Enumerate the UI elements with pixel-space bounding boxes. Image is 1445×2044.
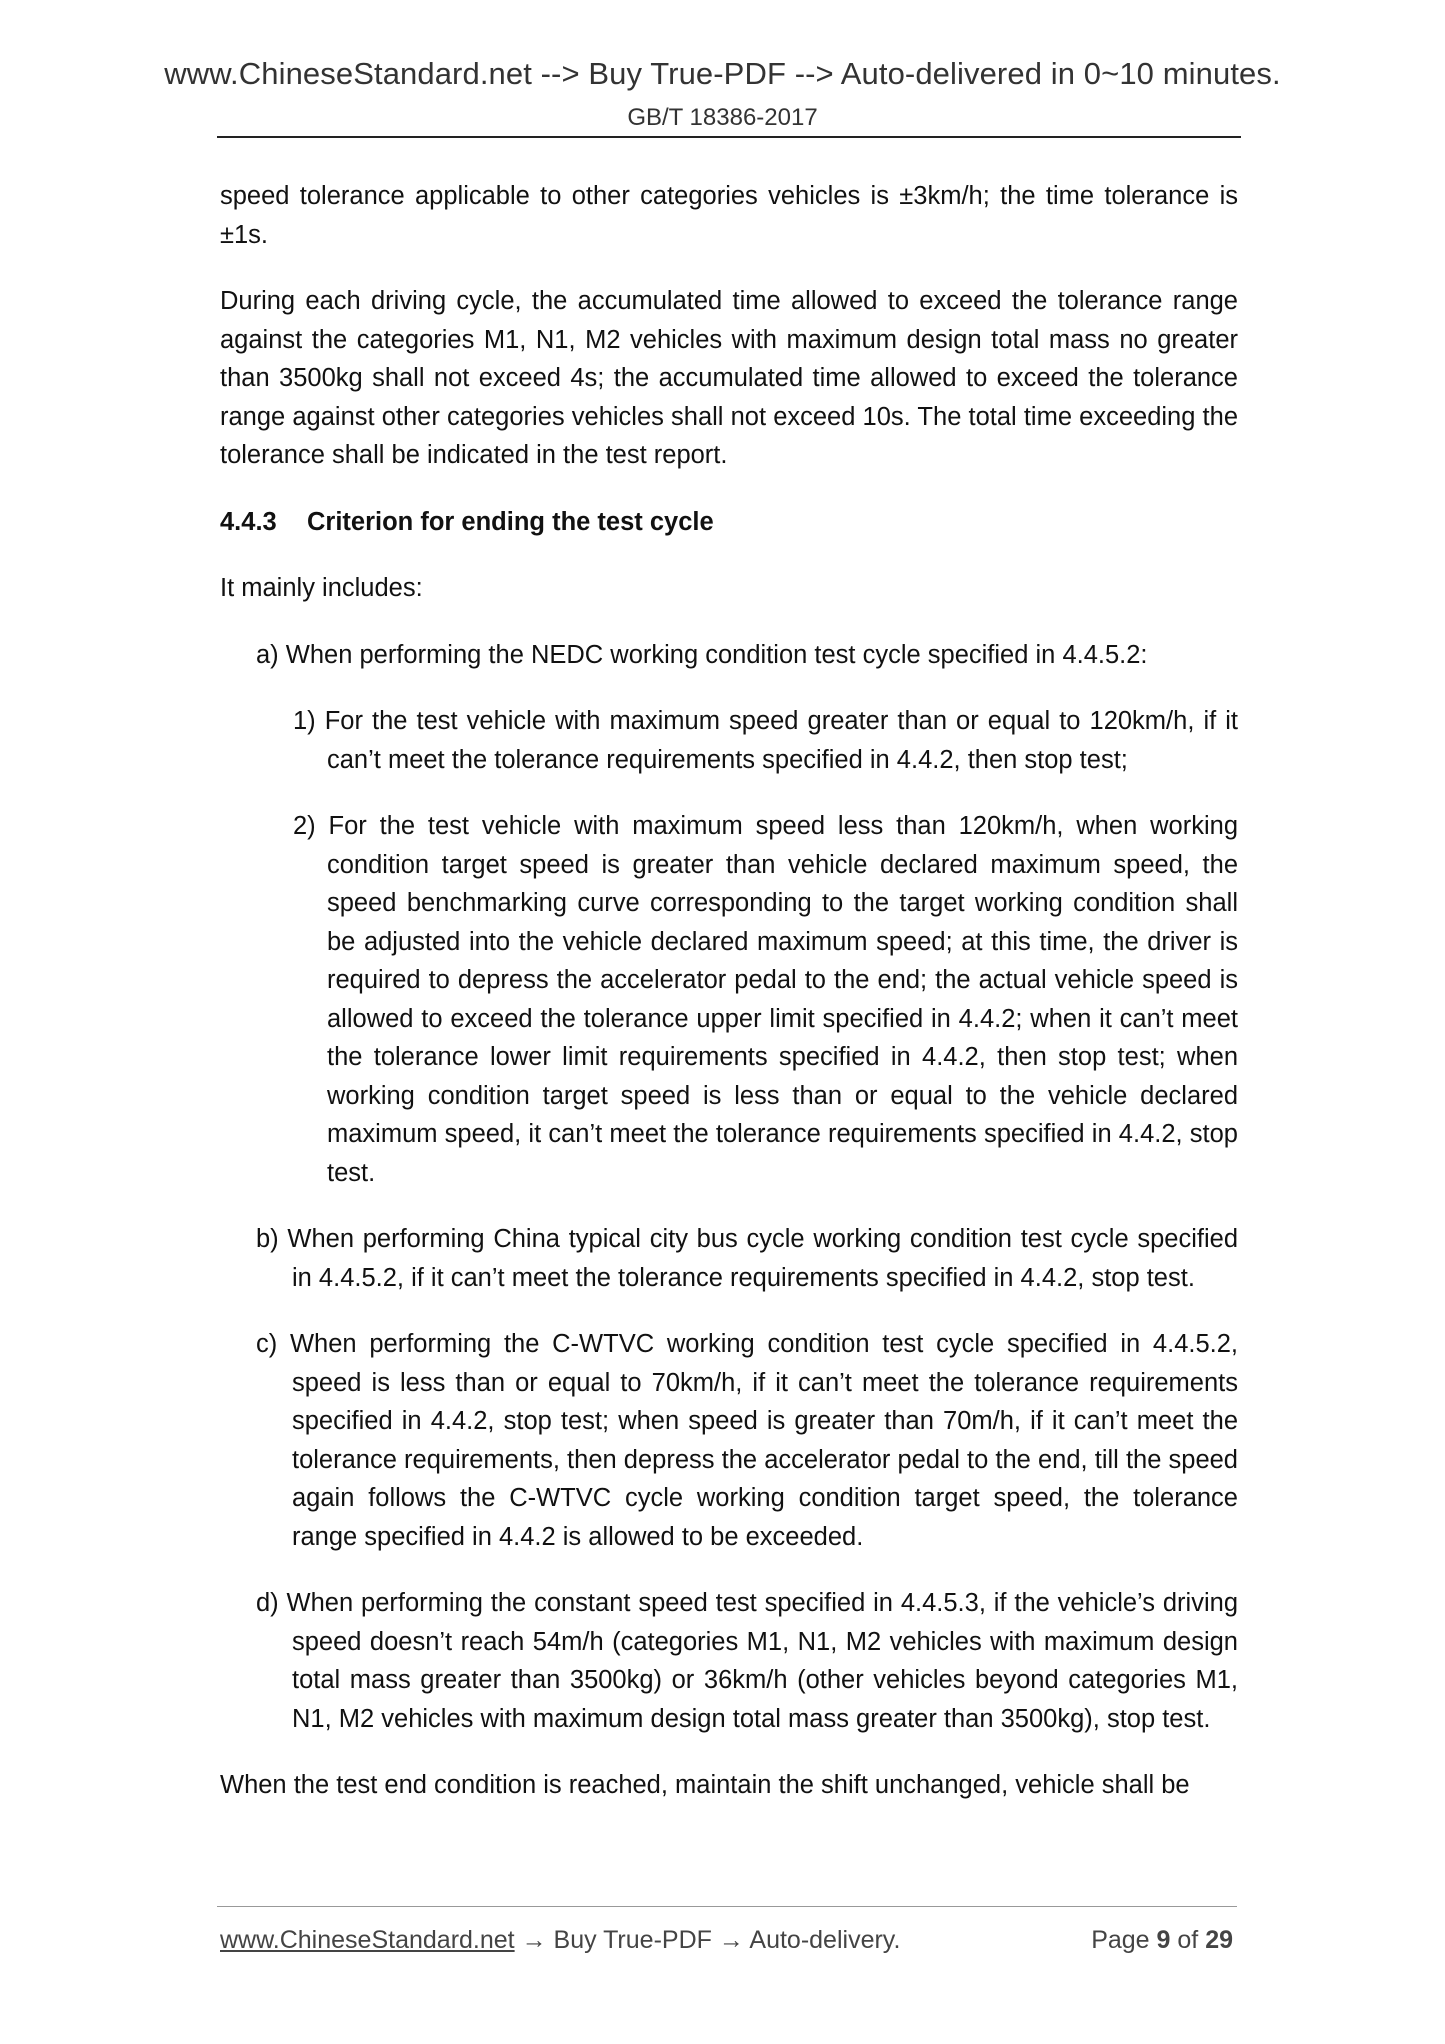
list-item-a-2: 2) For the test vehicle with maximum speed less than 120km/h, when working condition target speed is greater than vehicle declared maximum speed, the speed benchmarking curve corresponding to the target working condition shall be adjusted into the vehicle declared maximum speed; at this time, the driver is required to depress the accelerator pedal to the end; the actual vehicle speed is allowed to exceed the tolerance upper limit specified in 4.4.2; when it can’t meet the tolerance lower limit requirements specified in 4.4.2, then stop test; when working condition target speed is less than or equal to the vehicle declared maximum speed, it can’t meet the tolerance requirements specified in 4.4.2, stop test. — [293, 812, 1238, 1187]
list-item-c: c) When performing the C-WTVC working condition test cycle specified in 4.4.5.2, speed is less than or equal to 70km/h, if it can’t meet the tolerance requirements specified in 4.4.2, stop test; when speed is greater than 70m/h, if it can’t meet the tolerance requirements, then depress the accelerator pedal to the end, till the speed again follows the C-WTVC cycle working condition target speed, the tolerance range specified in 4.4.2 is allowed to be exceeded. — [256, 1330, 1238, 1551]
page-indicator — [1091, 1926, 1233, 1955]
page-body — [220, 177, 1238, 1833]
paragraph-end-condition: When the test end condition is reached, maintain the shift unchanged, vehicle shall be — [220, 1771, 1190, 1799]
standard-number: GB/T 18386-2017 — [627, 104, 818, 131]
page-word: Page — [1091, 1926, 1157, 1954]
site-link[interactable]: www.ChineseStandard.net — [220, 1926, 515, 1954]
list-item-a: a) When performing the NEDC working condition test cycle specified in 4.4.5.2: — [256, 640, 1148, 669]
paragraph-intro: It mainly includes: — [220, 574, 423, 602]
total-pages: 29 — [1205, 1926, 1233, 1954]
page-footer — [220, 1926, 1233, 1955]
header-title: www.ChineseStandard.net --> Buy True-PDF --> Auto-delivered in 0~10 minutes. — [164, 56, 1281, 91]
current-page: 9 — [1156, 1926, 1171, 1954]
footer-tagline: → Buy True-PDF → Auto-delivery. — [514, 1926, 901, 1954]
list-item-a-1: 1) For the test vehicle with maximum speed greater than or equal to 120km/h, if it can’t meet the tolerance requirements specified in 4.4.2, then stop test; — [293, 707, 1238, 774]
section-number: 4.4.3 — [220, 507, 277, 536]
list-item-d: d) When performing the constant speed test specified in 4.4.5.3, if the vehicle’s driving speed doesn’t reach 54m/h (categories M1, N1, M2 vehicles with maximum design total mass greater than 3500kg) or 36km/h (other vehicles beyond categories M1, N1, M2 vehicles with maximum design total mass greater than 3500kg), stop test. — [256, 1589, 1238, 1733]
footer-left — [220, 1926, 900, 1955]
footer-divider — [217, 1906, 1237, 1907]
paragraph-accumulated-time: During each driving cycle, the accumulated time allowed to exceed the tolerance range against the categories M1, N1, M2 vehicles with maximum design total mass no greater than 3500kg shall not exceed 4s; the accumulated time allowed to exceed the tolerance range against other categories vehicles shall not exceed 10s. The total time exceeding the tolerance shall be indicated in the test report. — [220, 287, 1238, 469]
section-heading — [220, 503, 1238, 542]
of-word: of — [1170, 1926, 1206, 1954]
list-item-b: b) When performing China typical city bus cycle working condition test cycle specified in 4.4.5.2, if it can’t meet the tolerance requirements specified in 4.4.2, stop test. — [256, 1225, 1238, 1292]
section-title: Criterion for ending the test cycle — [307, 507, 714, 536]
header-divider — [217, 136, 1241, 138]
paragraph-speed-tolerance: speed tolerance applicable to other categories vehicles is ±3km/h; the time tolerance is ±1s. — [220, 182, 1238, 249]
